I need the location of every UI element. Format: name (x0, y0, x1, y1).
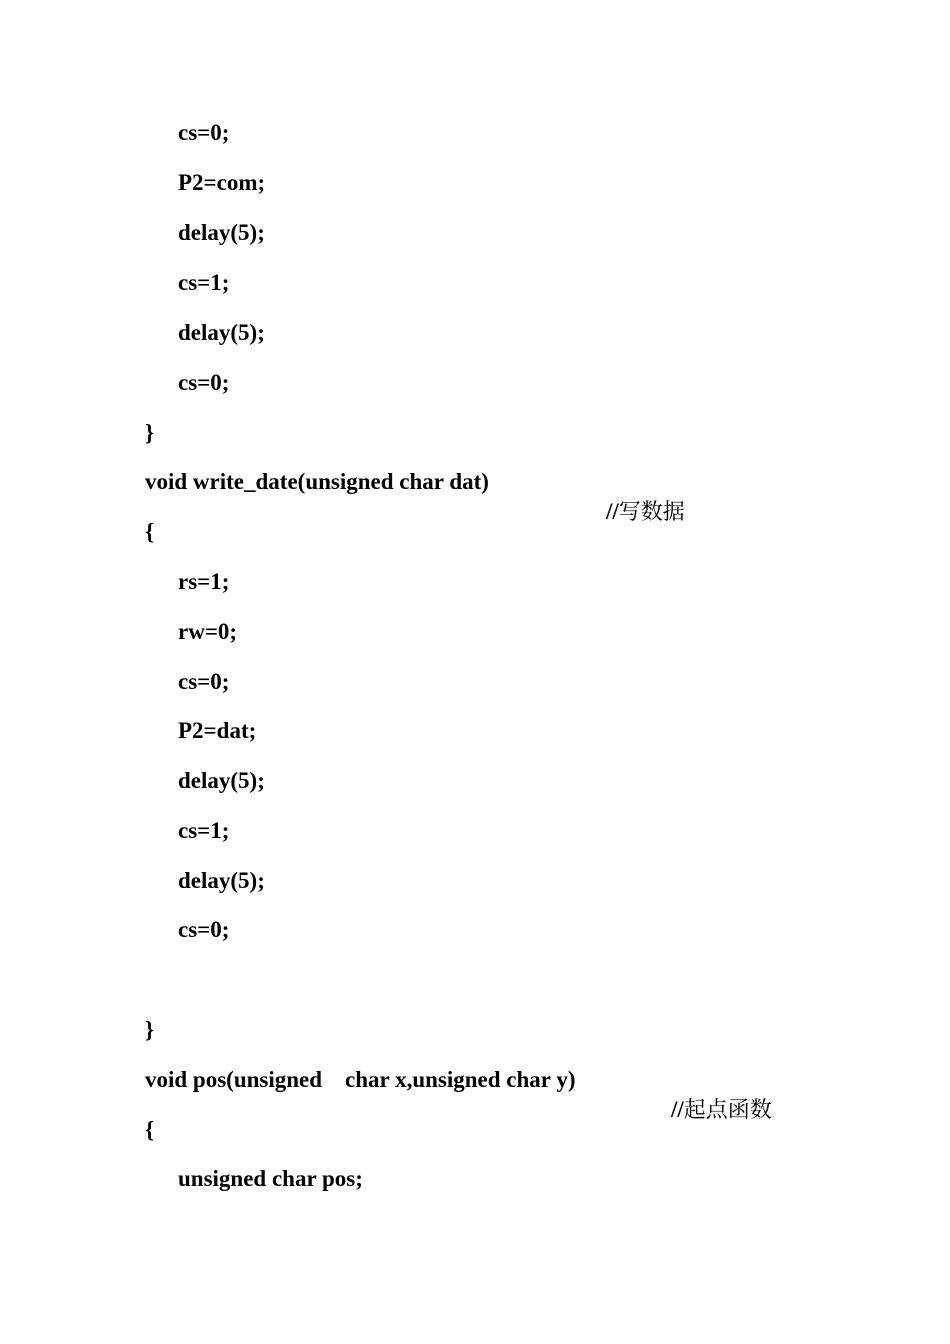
comment-pos (648, 1065, 772, 1123)
code-line: delay(5); (178, 768, 265, 793)
comment-slashes: // (671, 1097, 684, 1122)
comment-write-date (583, 467, 685, 525)
code-line: cs=1; (178, 818, 230, 843)
code-line: cs=0; (178, 120, 230, 145)
code-line: { (145, 1117, 155, 1142)
code-line: } (145, 1017, 155, 1042)
code-line: cs=0; (178, 370, 230, 395)
code-line: } (145, 420, 155, 445)
code-line: { (145, 519, 155, 544)
function-signature-write-date: void write_date(unsigned char dat) (145, 469, 489, 494)
code-line: rw=0; (178, 619, 238, 644)
code-line: P2=dat; (178, 718, 257, 743)
code-line: delay(5); (178, 320, 265, 345)
code-line: rs=1; (178, 569, 230, 594)
comment-slashes: // (606, 499, 619, 524)
code-line: delay(5); (178, 220, 265, 245)
code-line: P2=com; (178, 170, 266, 195)
function-signature-pos: void pos(unsigned char x,unsigned char y) (145, 1067, 576, 1092)
code-line: cs=0; (178, 917, 230, 942)
code-line: unsigned char pos; (178, 1166, 363, 1191)
code-line: cs=1; (178, 270, 230, 295)
comment-text: 起点函数 (683, 1098, 772, 1123)
code-line: cs=0; (178, 669, 230, 694)
comment-text: 写数据 (618, 500, 685, 525)
code-line: delay(5); (178, 868, 265, 893)
